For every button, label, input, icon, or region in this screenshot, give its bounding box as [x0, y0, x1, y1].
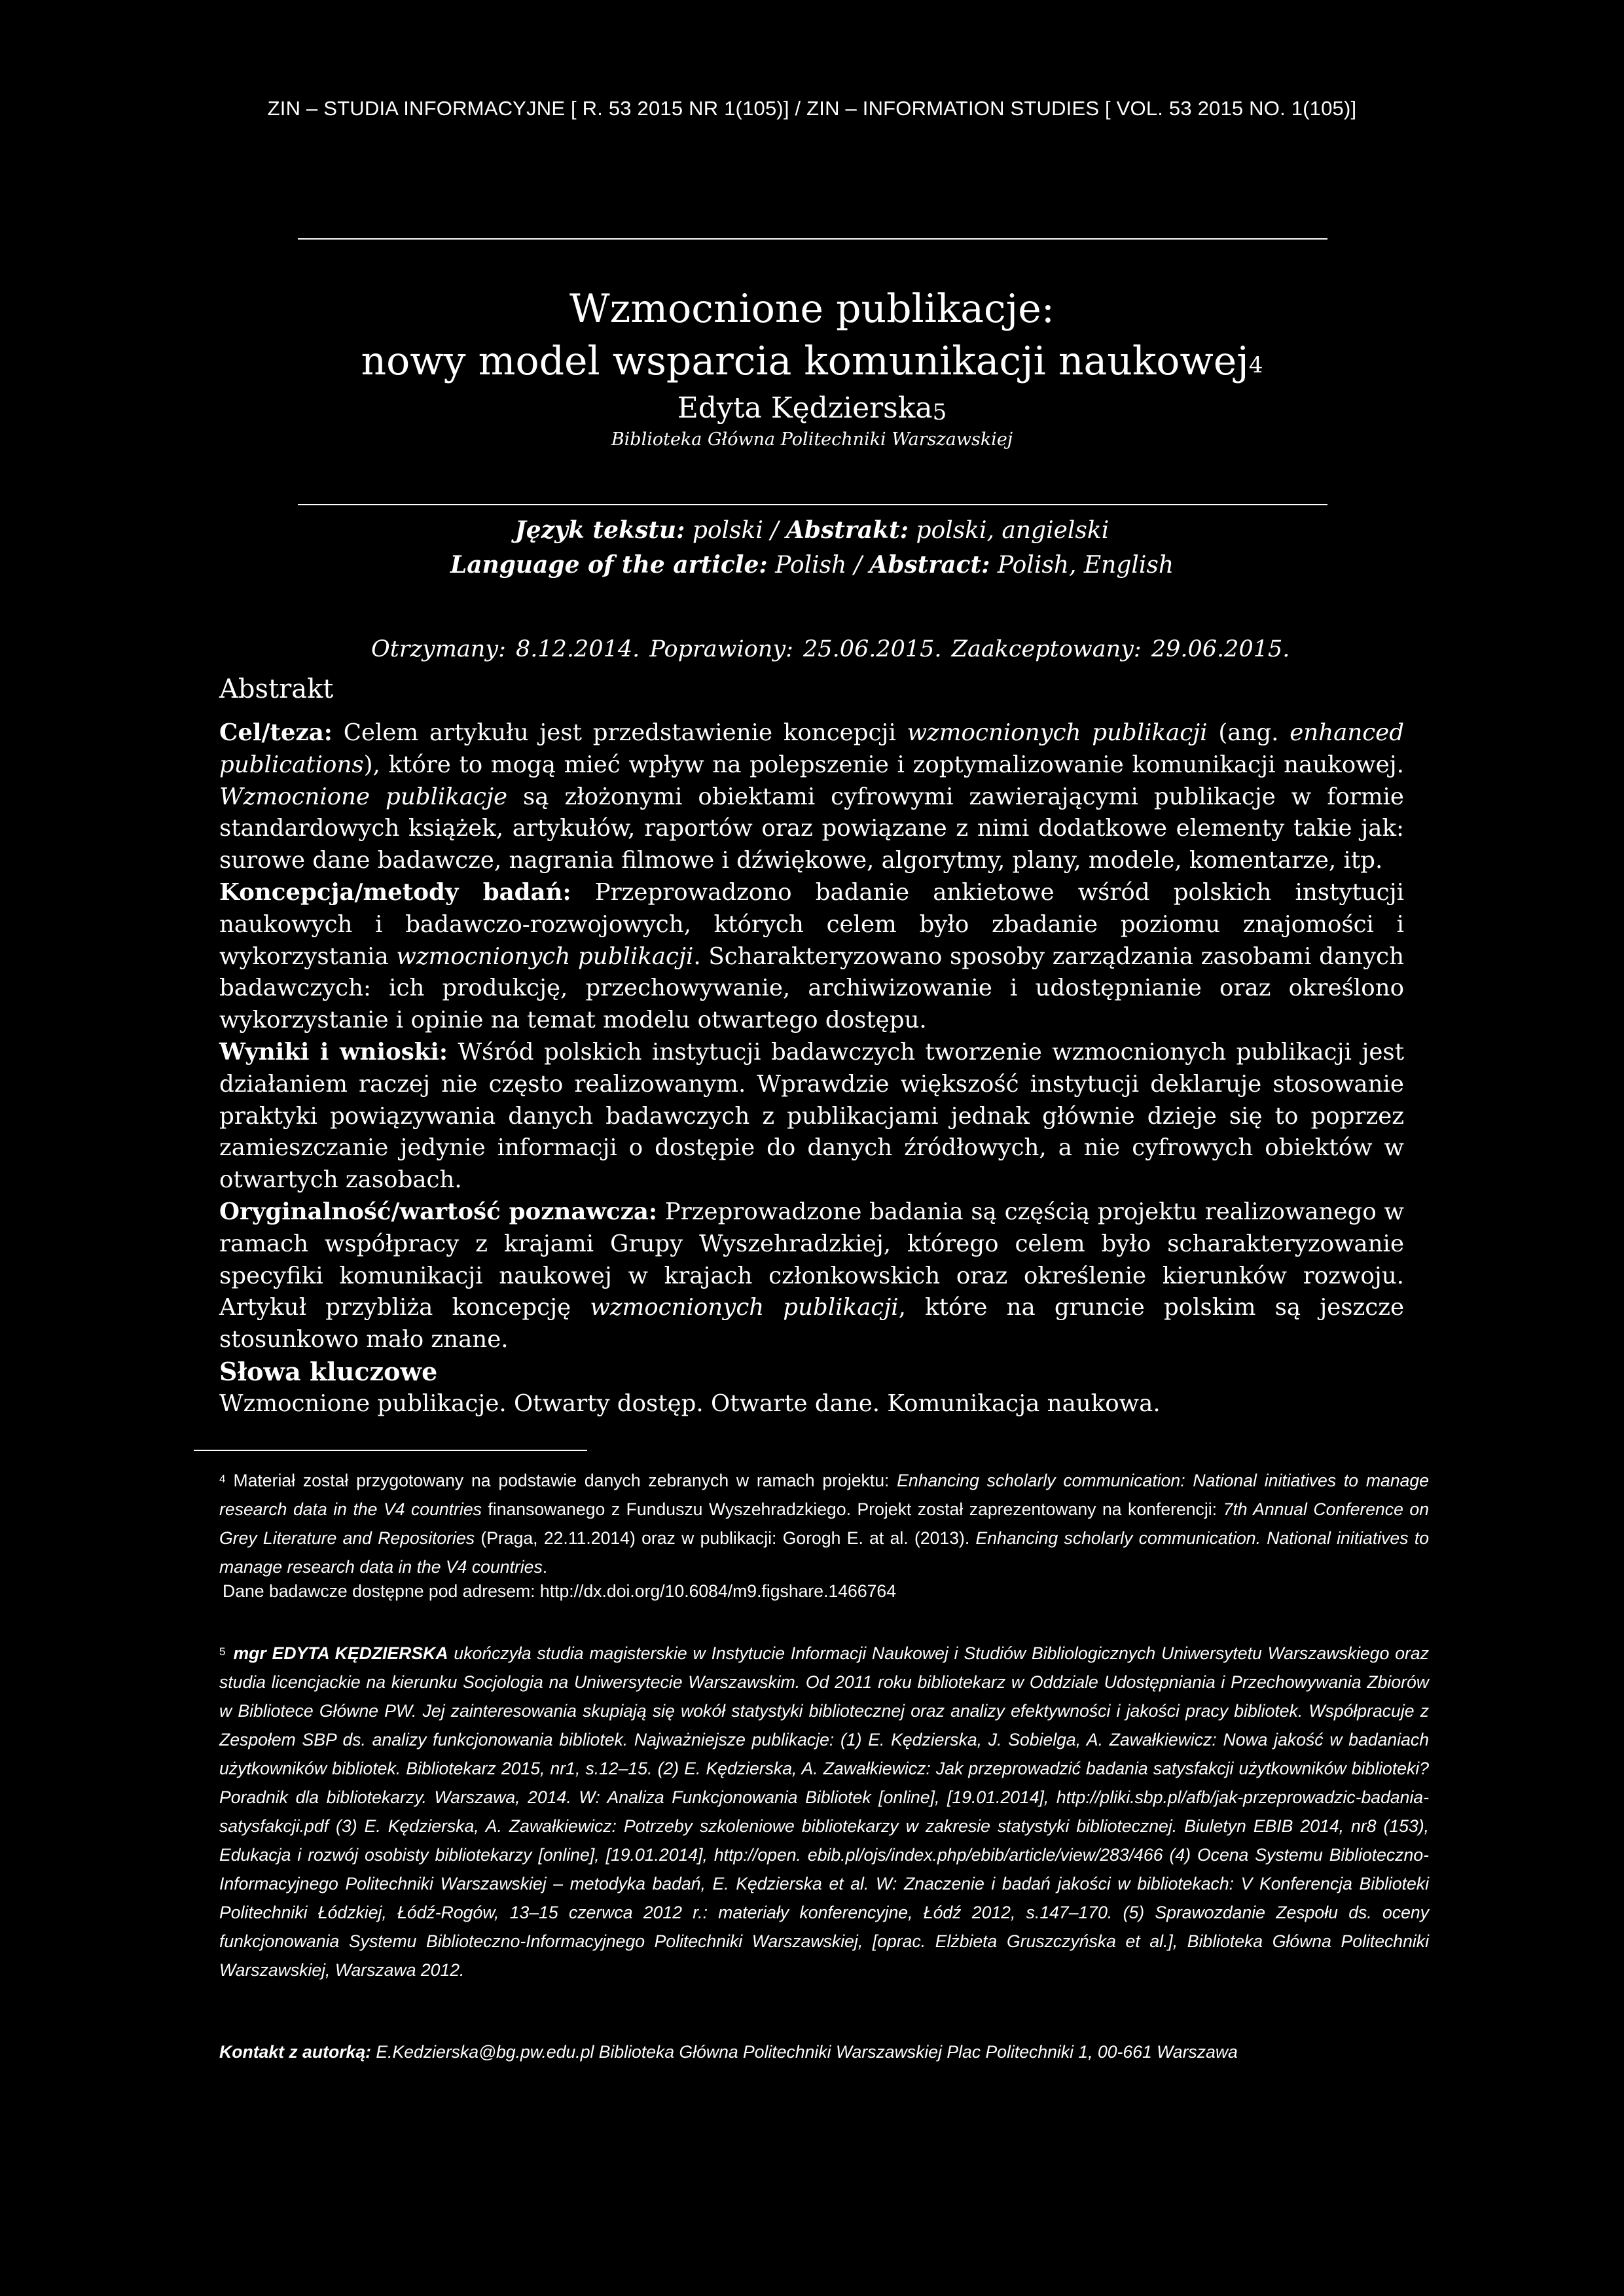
submission-dates: Otrzymany: 8.12.2014. Poprawiony: 25.06.2015. Zaakceptowany: 29.06.2015. [371, 636, 1290, 662]
italic-term: Enhancing scholarly communication. National initiatives to manage research data in the V4 countries [219, 1528, 1429, 1577]
lang-label-pl: Język tekstu: [514, 516, 685, 544]
author-affiliation: Biblioteka Główna Politechniki Warszawskiej [611, 429, 1013, 450]
footnote-4-data-link[interactable]: Dane badawcze dostępne pod adresem: http://dx.doi.org/10.6084/m9.figshare.1466764 [223, 1581, 897, 1601]
title-rule-bottom [298, 504, 1327, 505]
abstract-label-pl: Abstrakt: [785, 516, 909, 544]
italic-term: Enhancing scholarly communication: National initiatives to manage research data in the V4 countries [219, 1471, 1429, 1519]
footnote-4 [219, 1466, 1429, 1581]
lang-label-en: Language of the article: [450, 551, 768, 579]
text-span: Wśród polskich instytucji badawczych tworzenie wzmocnionych publikacji jest działaniem raczej nie często realizowanym. Wprawdzie większość instytucji deklaruje stosowanie praktyki powiązywania danych badawczych z publikacjami jednak głównie dzieje się to poprzez zamieszczanie jedynie informacji o dostępie do danych źródłowych, a nie cyfrowych obiektów w otwartych zasobach. [219, 1038, 1404, 1194]
text-span: (ang. [1207, 719, 1290, 746]
abstract-body [219, 717, 1404, 1420]
text-span: finansowanego z Funduszu Wyszehradzkiego. Projekt został zaprezentowany na konferencji: [481, 1499, 1223, 1519]
title-rule-top [298, 238, 1327, 240]
lang-value-pl: polski / [685, 517, 786, 544]
text-span: są złożonymi obiektami cyfrowymi zawierającymi publikacje w formie standardowych książek, artykułów, raportów oraz powiązane z nimi dodatkowe elementy takie jak: surowe dane badawcze, nagrania filmowe i dźwiękowe, algorytmy, plany, modele, komentarze, itp. [219, 783, 1404, 874]
abstract-heading: Abstrakt [219, 674, 334, 704]
contact-text[interactable]: E.Kedzierska@bg.pw.edu.pl Biblioteka Główna Politechniki Warszawskiej Plac Politechniki 1, 00-661 Warszawa [370, 2042, 1238, 2062]
abstract-label-en: Abstract: [869, 551, 990, 579]
language-info-en [0, 548, 1624, 583]
abstract-value-en: Polish, English [990, 552, 1174, 579]
author-contact [219, 2042, 1238, 2062]
text-span: (Praga, 22.11.2014) oraz w publikacji: Gorogh E. at al. (2013). [475, 1528, 976, 1548]
text-span: Materiał został przygotowany na podstawie danych zebranych w ramach projektu: [233, 1471, 897, 1490]
italic-term: wzmocnionych publikacji [907, 719, 1208, 746]
author-name-text: Edyta Kędzierska [677, 391, 933, 425]
footnote-5-author: mgr EDYTA KĘDZIERSKA [233, 1643, 448, 1663]
keywords-text: Wzmocnione publikacje. Otwarty dostęp. Otwarte dane. Komunikacja naukowa. [219, 1390, 1161, 1417]
section-originality [219, 1196, 1404, 1356]
language-info-pl [0, 513, 1624, 548]
footnote-ref-5[interactable]: 5 [932, 399, 947, 425]
article-title-text: nowy model wsparcia komunikacji naukowej [361, 338, 1249, 384]
text-span: Przeprowadzone badania są częścią projektu realizowanego w ramach współpracy z krajami Grupy Wyszehradzkiej, którego celem było scharakteryzowanie specyfiki komunikacji naukowej w krajach członkowskich oraz określenie kierunków rozwoju. Artykuł przybliża koncepcję [219, 1198, 1404, 1321]
text-span: . Scharakteryzowano sposoby zarządzania zasobami danych badawczych: ich produkcję, przechowywanie, archiwizowanie i udostępnianie oraz określono wykorzystanie i opinie na temat modelu otwartego dostępu. [219, 942, 1405, 1034]
section-goal [219, 717, 1404, 877]
section-goal-label: Cel/teza: [219, 719, 333, 746]
author-name [0, 390, 1624, 427]
article-title-line2 [0, 335, 1624, 387]
language-info [0, 513, 1624, 583]
italic-term: 7th Annual Conference on Grey Literature and Repositories [219, 1499, 1429, 1548]
title-block [0, 283, 1624, 453]
footnote-4-number: 4 [219, 1473, 226, 1485]
text-span: . [542, 1557, 548, 1577]
keywords-heading: Słowa kluczowe [219, 1356, 438, 1386]
running-head: ZIN – STUDIA INFORMACYJNE [ R. 53 2015 NR 1(105)] / ZIN – INFORMATION STUDIES [ VOL. 53 2015 NO. 1(105)] [267, 97, 1357, 120]
footnote-rule [194, 1450, 587, 1451]
italic-term: wzmocnionych publikacji [590, 1294, 899, 1321]
section-method [219, 877, 1404, 1037]
lang-value-en: Polish / [767, 552, 870, 579]
italic-term: wzmocnionych publikacji [396, 942, 694, 970]
section-results-label: Wyniki i wnioski: [219, 1038, 448, 1066]
footnote-5 [219, 1639, 1429, 1984]
text-span: , które na gruncie polskim są jeszcze stosunkowo mało znane. [219, 1294, 1405, 1354]
italic-term: enhanced publications [219, 719, 1404, 778]
section-results [219, 1037, 1404, 1196]
footnote-5-text: ukończyła studia magisterskie w Instytucie Informacji Naukowej i Studiów Bibliologicznych Uniwersytetu Warszawskiego oraz studia licencjackie na kierunku Socjologia na Uniwersytecie Warszawskim. Od 2011 roku bibliotekarz w Oddziale Udostępniania i Przechowywania Zbiorów w Bibliotece Główne PW. Jej zainteresowania skupiają się wokół statystyki bibliotecznej oraz analizy efektywności i jakości pracy bibliotek. Współpracuje z Zespołem SBP ds. analizy funkcjonowania bibliotek. Najważniejsze publikacje: (1) E. Kędzierska, J. Sobielga, A. Zawałkiewicz: Nowa jakość w badaniach użytkowników bibliotek. Bibliotekarz 2015, nr1, s.12–15. (2) E. Kędzierska, A. Zawałkiewicz: Jak przeprowadzić badania satysfakcji użytkowników biblioteki? Poradnik dla bibliotekarzy. Warszawa, 2014. W: Analiza Funkcjonowania Bibliotek [online], [19.01.2014], http://pliki.sbp.pl/afb/jak-przeprowadzic-badania-satysfakcji.pdf (3) E. Kędzierska, A. Zawałkiewicz: Potrzeby szkoleniowe bibliotekarzy w zakresie statystyki bibliotecznej. Biuletyn EBIB 2014, nr8 (153), Edukacja i rozwój osobisty bibliotekarzy [online], [19.01.2014], http://open. ebib.pl/ojs/index.php/ebib/article/view/283/466 (4) Ocena Systemu Biblioteczno-Informacyjnego Politechniki Warszawskiej – metodyka badań, E. Kędzierska et al. W: Znaczenie i badań jakości w bibliotekach: V Konferencja Biblioteki Politechniki Łódzkiej, Łódź-Rogów, 13–15 czerwca 2012 r.: materiały konferencyjne, Łódź 2012, s.147–170. (5) Sprawozdanie Zespołu ds. oceny funkcjonowania Systemu Biblioteczno-Informacyjnego Politechniki Warszawskiej, [oprac. Elżbieta Gruszczyńska et al.], Biblioteka Główna Politechniki Warszawskiej, Warszawa 2012. [219, 1643, 1429, 1980]
text-span: Celem artykułu jest przedstawienie koncepcji [332, 719, 907, 746]
article-title-line1: Wzmocnione publikacje: [569, 286, 1055, 332]
footnote-5-number: 5 [219, 1645, 226, 1658]
contact-label: Kontakt z autorką: [219, 2042, 371, 2062]
italic-term: Wzmocnione publikacje [219, 783, 508, 810]
text-span: Przeprowadzono badanie ankietowe wśród polskich instytucji naukowych i badawczo-rozwojowych, których celem było zbadanie poziomu znajomości i wykorzystania [219, 878, 1404, 970]
section-method-label: Koncepcja/metody badań: [219, 878, 571, 906]
section-originality-label: Oryginalność/wartość poznawcza: [219, 1198, 658, 1225]
footnote-ref-4[interactable]: 4 [1248, 352, 1263, 378]
text-span: ), które to mogą mieć wpływ na polepszenie i zoptymalizowanie komunikacji naukowej. [363, 751, 1404, 778]
abstract-value-pl: polski, angielski [909, 517, 1110, 544]
